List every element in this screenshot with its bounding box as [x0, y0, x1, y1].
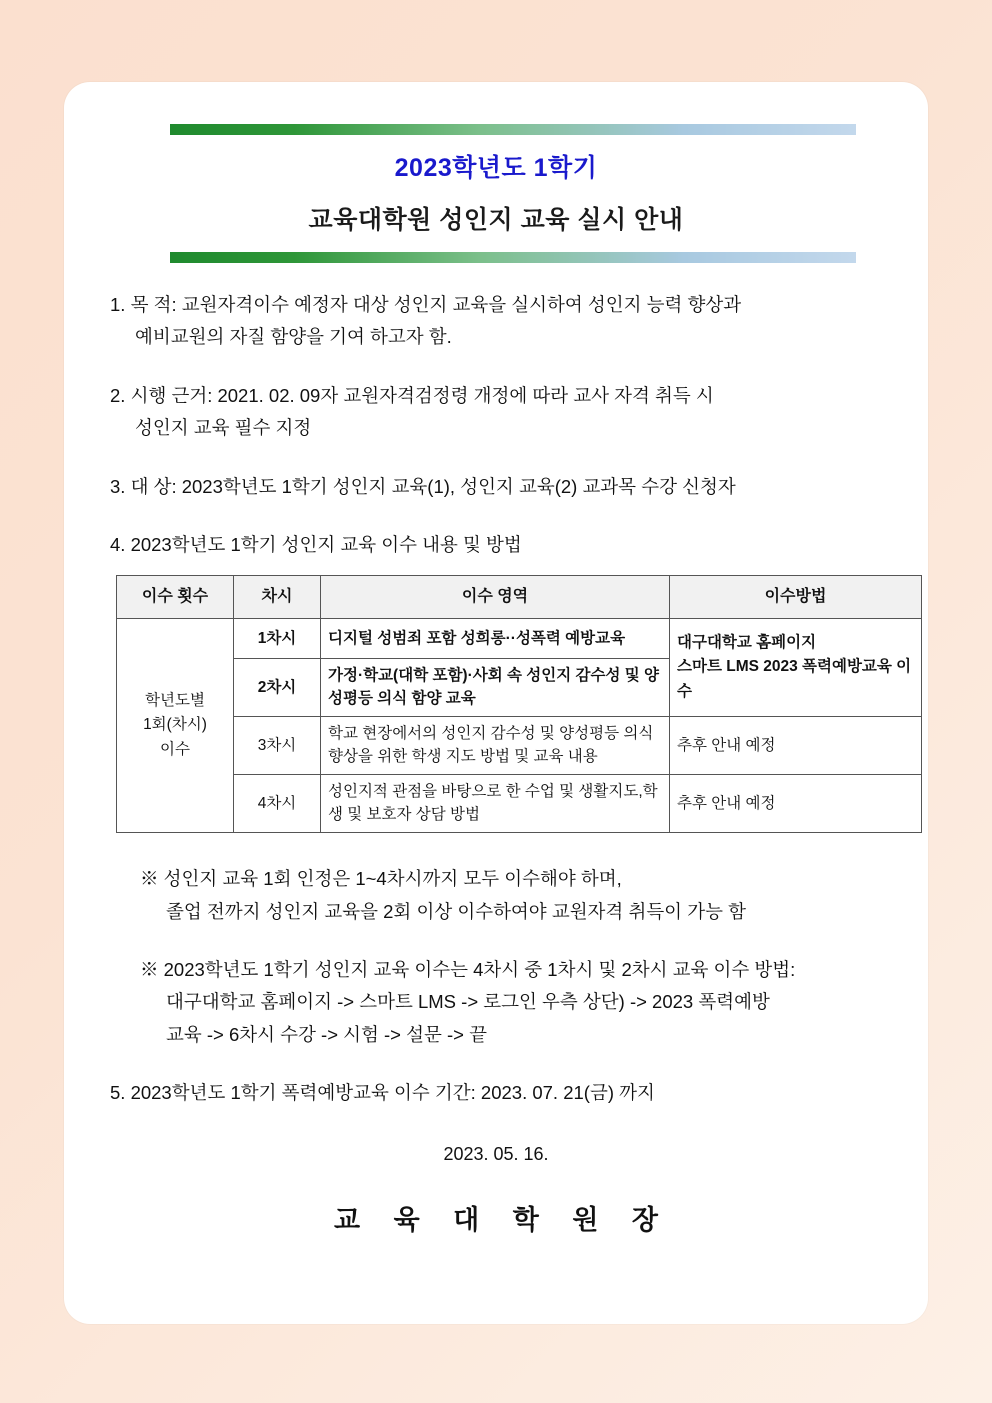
method-merged-line1: 대구대학교 홈페이지: [677, 633, 817, 651]
completion-table: [116, 575, 922, 833]
section-target-line1: 3. 대 상: 2023학년도 1학기 성인지 교육(1), 성인지 교육(2) 교과목 수강 신청자: [110, 475, 736, 497]
table-row: [117, 717, 922, 775]
note-2-line1: ※ 2023학년도 1학기 성인지 교육 이수는 4차시 중 1차시 및 2차시 교육 이수 방법:: [140, 958, 796, 980]
document-header: [110, 135, 882, 242]
signature-block: [110, 1139, 882, 1244]
section-purpose-line2: 예비교원의 자질 함양을 기여 하고자 함.: [135, 326, 452, 348]
header-bar-top: [170, 124, 856, 135]
table-cell-area-2: 가정·학교(대학 포함)·사회 속 성인지 감수성 및 양성평등 의식 함양 교육: [321, 659, 670, 717]
section-basis-line2: 성인지 교육 필수 지정: [135, 417, 312, 439]
section-period: [110, 1077, 882, 1109]
table-header-session: 차시: [234, 576, 321, 619]
section-method: [110, 529, 882, 561]
note-2-line2: 대구대학교 홈페이지 -> 스마트 LMS -> 로그인 우측 상단) -> 2023 폭력예방: [166, 991, 770, 1013]
note-1-line2: 졸업 전까지 성인지 교육을 2회 이상 이수하여야 교원자격 취득이 가능 함: [166, 900, 746, 922]
table-header-count: 이수 횟수: [117, 576, 234, 619]
signature-org: 교 육 대 학 원 장: [334, 1204, 671, 1235]
signature-date: 2023. 05. 16.: [443, 1144, 549, 1165]
table-cell-area-4: 성인지적 관점을 바탕으로 한 수업 및 생활지도,학생 및 보호자 상담 방법: [321, 775, 670, 833]
section-basis: [110, 380, 882, 445]
section-period-line1: 5. 2023학년도 1학기 폭력예방교육 이수 기간: 2023. 07. 21(금) 까지: [110, 1082, 655, 1104]
table-header-area: 이수 영역: [321, 576, 670, 619]
method-merged-line2: 스마트 LMS 2023 폭력예방교육 이수: [677, 658, 912, 701]
note-block-1: [110, 863, 882, 928]
section-target: [110, 471, 882, 503]
section-basis-line1: 2. 시행 근거: 2021. 02. 09자 교원자격검정령 개정에 따라 교사 자격 취득 시: [110, 384, 714, 406]
note-2-line3: 교육 -> 6차시 수강 -> 시험 -> 설문 -> 끝: [166, 1023, 487, 1045]
note-block-2: [110, 954, 882, 1051]
table-header-row: [117, 576, 922, 619]
table-cell-area-1: 디지털 성범죄 포함 성희롱··성폭력 예방교육: [321, 619, 670, 659]
count-line-1: 학년도별: [145, 691, 205, 709]
table-cell-session-1: 1차시: [234, 619, 321, 659]
table-cell-method-merged: [670, 619, 922, 717]
section-purpose-line1: 1. 목 적: 교원자격이수 예정자 대상 성인지 교육을 실시하여 성인지 능력 향상과: [110, 294, 742, 315]
section-method-line1: 4. 2023학년도 1학기 성인지 교육 이수 내용 및 방법: [110, 533, 522, 555]
table-row: [117, 775, 922, 833]
table-cell-method-4: 추후 안내 예정: [670, 775, 922, 833]
page-title-main: 교육대학원 성인지 교육 실시 안내: [308, 206, 684, 234]
table-cell-area-3: 학교 현장에서의 성인지 감수성 및 양성평등 의식 향상을 위한 학생 지도 방법 및 교육 내용: [321, 717, 670, 775]
table-row: [117, 619, 922, 659]
table-header-method: 이수방법: [670, 576, 922, 619]
document-body: [110, 289, 912, 1244]
table-cell-method-3: 추후 안내 예정: [670, 717, 922, 775]
table-cell-session-3: 3차시: [234, 717, 321, 775]
count-line-2: 1회(차시): [143, 716, 207, 734]
table-cell-session-2: 2차시: [234, 659, 321, 717]
count-line-3: 이수: [160, 741, 190, 759]
note-1-line1: ※ 성인지 교육 1회 인정은 1~4차시까지 모두 이수해야 하며,: [140, 868, 622, 890]
section-purpose: [110, 289, 882, 354]
document-page: [64, 82, 928, 1324]
table-cell-count: [117, 619, 234, 833]
table-cell-session-4: 4차시: [234, 775, 321, 833]
header-bar-bottom: [170, 252, 856, 263]
page-title-year: 2023학년도 1학기: [394, 154, 598, 182]
